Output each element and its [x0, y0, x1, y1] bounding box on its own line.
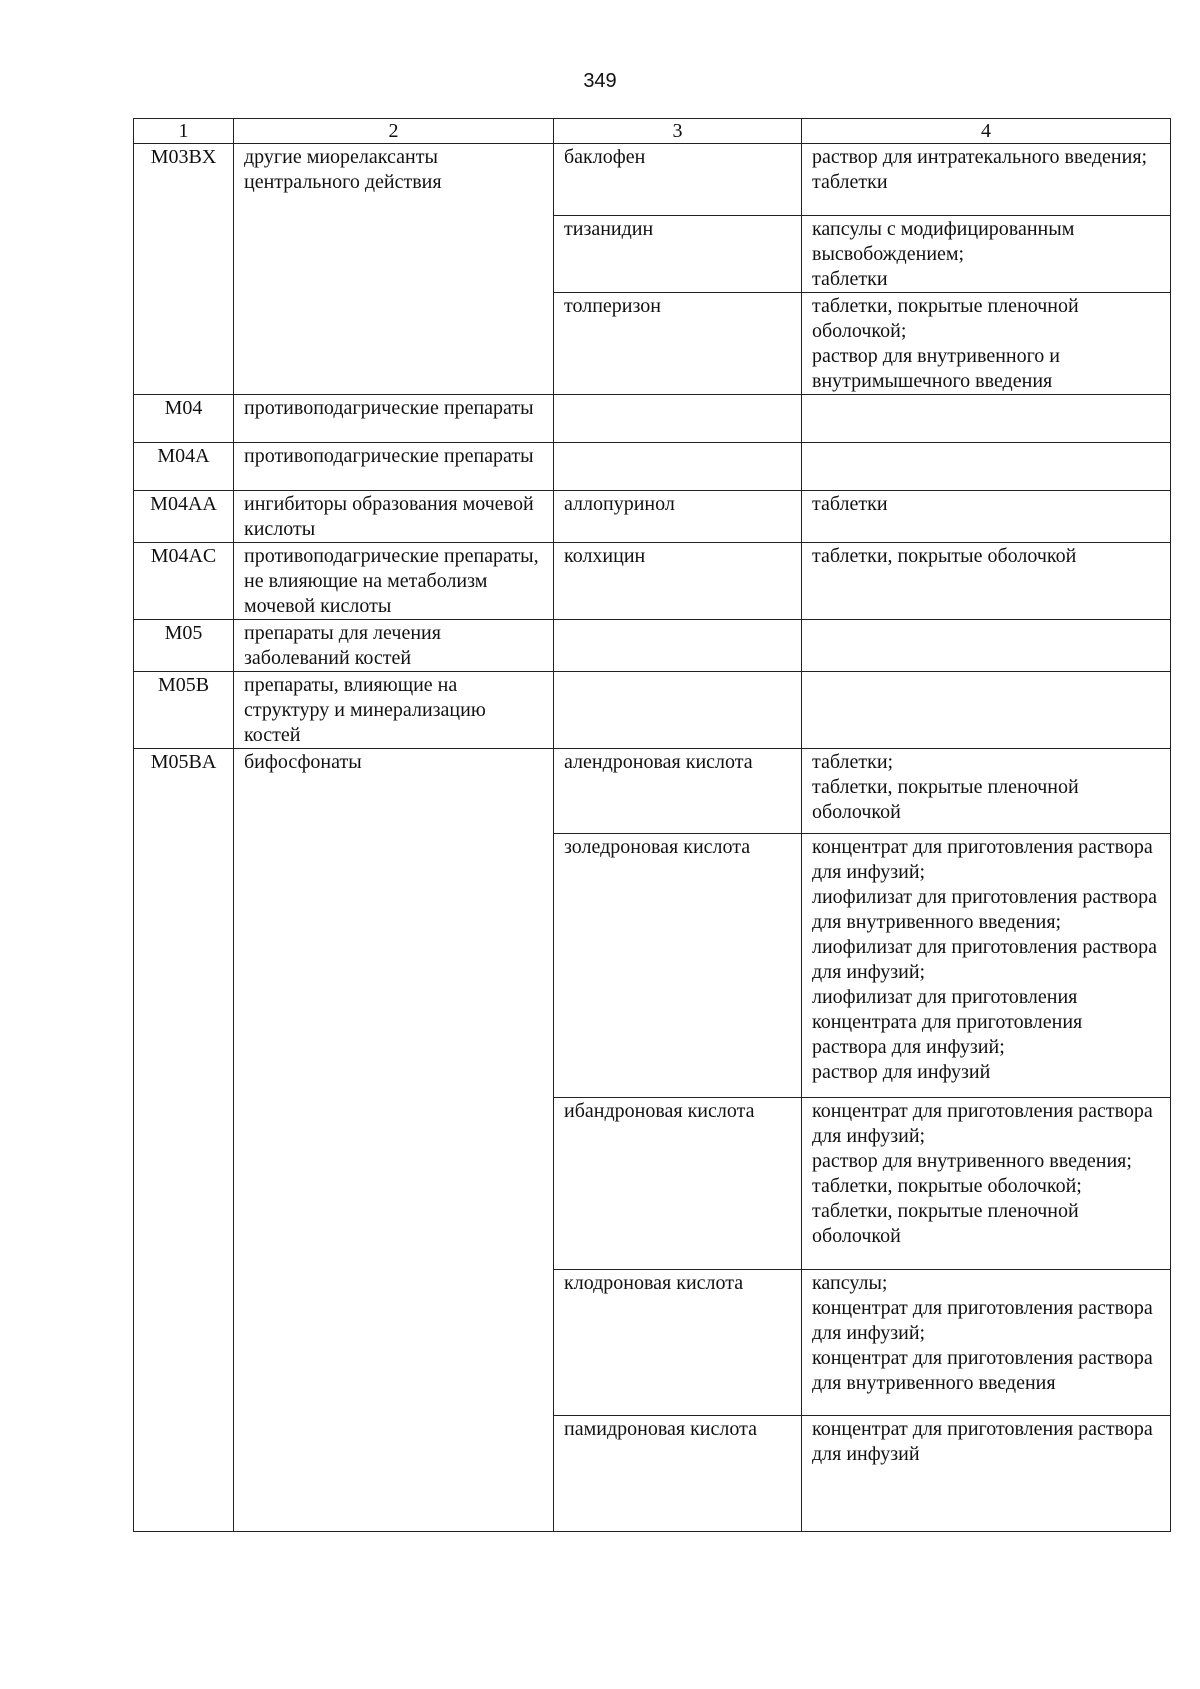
dosage-form-cell: таблетки; таблетки, покрытые пленочной оболочкой — [802, 749, 1171, 834]
table-row — [134, 395, 1171, 443]
drug-name-cell — [554, 395, 802, 443]
drug-name-cell — [554, 620, 802, 672]
group-name-cell: противоподагрические препараты — [234, 443, 554, 491]
table-row — [134, 672, 1171, 749]
drug-table — [133, 118, 1171, 1532]
table-header-row — [134, 119, 1171, 144]
dosage-form-cell: раствор для интратекального введения; таблетки — [802, 144, 1171, 216]
group-name-cell: препараты для лечения заболеваний костей — [234, 620, 554, 672]
column-header-form: 4 — [802, 119, 1171, 144]
dosage-form-cell: концентрат для приготовления раствора для инфузий; лиофилизат для приготовления раствора для внутривенного введения; лиофилизат для приготовления раствора для инфузий; лиофилизат для приготовления концентрата для приготовления раствора для инфузий; раствор для инфузий — [802, 834, 1171, 1098]
dosage-form-cell: капсулы с модифицированным высвобождением; таблетки — [802, 216, 1171, 293]
table-row — [134, 443, 1171, 491]
dosage-form-cell: капсулы; концентрат для приготовления раствора для инфузий; концентрат для приготовления раствора для внутривенного введения — [802, 1270, 1171, 1416]
table-row — [134, 543, 1171, 620]
dosage-form-cell — [802, 620, 1171, 672]
dosage-form-cell: таблетки, покрытые оболочкой — [802, 543, 1171, 620]
atc-code-cell: M04A — [134, 443, 234, 491]
drug-name-cell — [554, 443, 802, 491]
table-row — [134, 749, 1171, 834]
atc-code-cell: M04 — [134, 395, 234, 443]
table-row — [134, 620, 1171, 672]
drug-name-cell: клодроновая кислота — [554, 1270, 802, 1416]
drug-name-cell: памидроновая кислота — [554, 1416, 802, 1532]
atc-code-cell: M05BA — [134, 749, 234, 1532]
column-header-drug: 3 — [554, 119, 802, 144]
group-name-cell: ингибиторы образования мочевой кислоты — [234, 491, 554, 543]
atc-code-cell: M04AA — [134, 491, 234, 543]
drug-name-cell: колхицин — [554, 543, 802, 620]
dosage-form-cell: концентрат для приготовления раствора для инфузий; раствор для внутривенного введения; таблетки, покрытые оболочкой; таблетки, покрытые пленочной оболочкой — [802, 1098, 1171, 1270]
column-header-group: 2 — [234, 119, 554, 144]
dosage-form-cell: концентрат для приготовления раствора для инфузий — [802, 1416, 1171, 1532]
drug-name-cell — [554, 672, 802, 749]
atc-code-cell: M04AC — [134, 543, 234, 620]
group-name-cell: противоподагрические препараты, не влияющие на метаболизм мочевой кислоты — [234, 543, 554, 620]
atc-code-cell: M05B — [134, 672, 234, 749]
drug-name-cell: толперизон — [554, 293, 802, 395]
page-number: 349 — [583, 70, 617, 92]
drug-name-cell: аллопуринол — [554, 491, 802, 543]
drug-name-cell: алендроновая кислота — [554, 749, 802, 834]
group-name-cell: другие миорелаксанты центрального действия — [234, 144, 554, 395]
group-name-cell: противоподагрические препараты — [234, 395, 554, 443]
column-header-code: 1 — [134, 119, 234, 144]
dosage-form-cell — [802, 672, 1171, 749]
group-name-cell: бифосфонаты — [234, 749, 554, 1532]
dosage-form-cell: таблетки — [802, 491, 1171, 543]
atc-code-cell: M03BX — [134, 144, 234, 395]
drug-name-cell: баклофен — [554, 144, 802, 216]
dosage-form-cell — [802, 443, 1171, 491]
table-body — [134, 144, 1171, 1532]
drug-name-cell: тизанидин — [554, 216, 802, 293]
group-name-cell: препараты, влияющие на структуру и минерализацию костей — [234, 672, 554, 749]
table-row — [134, 491, 1171, 543]
table-row — [134, 144, 1171, 216]
drug-name-cell: золедроновая кислота — [554, 834, 802, 1098]
atc-code-cell: M05 — [134, 620, 234, 672]
drug-name-cell: ибандроновая кислота — [554, 1098, 802, 1270]
dosage-form-cell — [802, 395, 1171, 443]
dosage-form-cell: таблетки, покрытые пленочной оболочкой; раствор для внутривенного и внутримышечного введения — [802, 293, 1171, 395]
